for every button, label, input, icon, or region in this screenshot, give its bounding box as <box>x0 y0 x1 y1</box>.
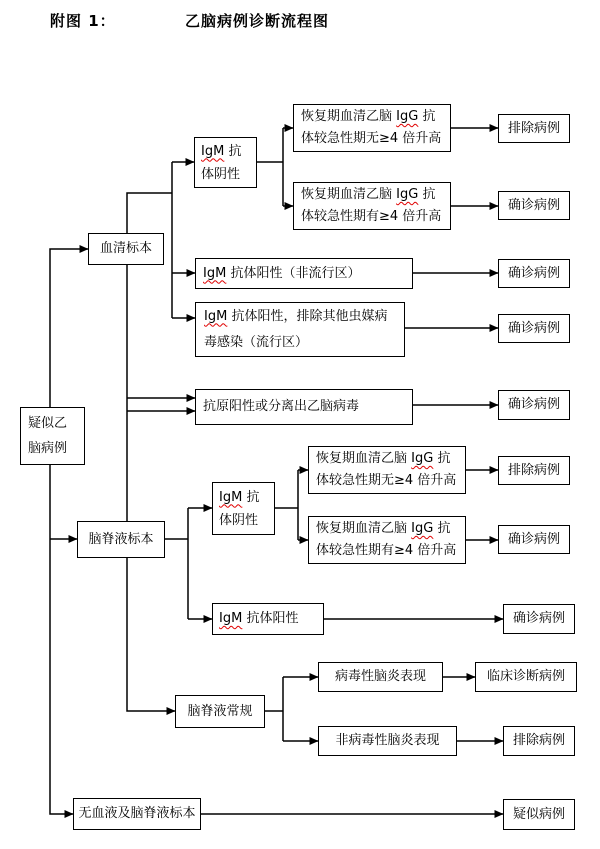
label-text: 排除病例 <box>507 462 560 478</box>
spellcheck-wavy-underline: IgM <box>201 143 225 159</box>
label-text: 抗体阴性 <box>201 143 242 182</box>
spellcheck-wavy-underline: IgM <box>204 308 228 324</box>
flow-node-no-specimen <box>73 798 201 830</box>
spellcheck-wavy-underline: IgG <box>411 521 434 536</box>
flow-node-recovery-igg-no-rise-serum <box>293 104 451 152</box>
figure-title: 乙脑病例诊断流程图 <box>185 12 330 30</box>
flow-node-label <box>478 666 574 688</box>
label-text: 疑似乙脑病例 <box>28 416 68 456</box>
label-text: 恢复期血清乙脑 <box>316 521 412 536</box>
flow-node-serum-specimen <box>88 233 164 265</box>
flow-node-clinical-diagnosed-case <box>475 662 577 692</box>
label-text: 抗体较急性期有≥4 倍升高 <box>301 187 442 224</box>
flow-node-label <box>203 263 405 285</box>
flow-node-recovery-igg-no-rise-csf <box>308 446 466 494</box>
label-text: 排除病例 <box>507 120 560 136</box>
flow-node-label <box>316 518 458 562</box>
label-text: 脑脊液标本 <box>88 531 154 547</box>
label-text: 病毒性脑炎表现 <box>334 669 426 684</box>
flow-node-label <box>201 140 250 186</box>
flow-node-excluded-case-1 <box>498 114 570 143</box>
flow-node-label <box>501 263 567 285</box>
label-text: 确诊病例 <box>507 265 560 281</box>
spellcheck-wavy-underline: IgM <box>219 489 243 505</box>
connector-csf-to-routine <box>127 558 175 711</box>
flow-node-label <box>506 608 572 630</box>
label-text: 恢复期血清乙脑 <box>316 451 412 466</box>
label-text: 抗体较急性期无≥4 倍升高 <box>301 109 442 146</box>
label-text: 脑脊液常规 <box>187 703 253 719</box>
spellcheck-wavy-underline: IgM <box>203 265 227 281</box>
label-text: 临床诊断病例 <box>486 669 565 684</box>
label-text: 抗体较急性期有≥4 倍升高 <box>316 521 457 558</box>
flow-node-excluded-case-2 <box>498 456 570 485</box>
spellcheck-wavy-underline: IgG <box>396 109 419 124</box>
flow-node-confirmed-case-6 <box>503 604 575 634</box>
flow-node-viral-encephalitis-signs <box>318 662 443 692</box>
flow-node-label <box>316 448 458 492</box>
flow-node-confirmed-case-3 <box>498 314 570 343</box>
label-text: 抗体阳性（非流行区） <box>226 265 361 281</box>
flow-node-igm-negative-csf <box>212 482 275 535</box>
flow-node-suspect-je-case <box>20 407 85 465</box>
label-text: 疑似病例 <box>512 806 565 822</box>
flow-node-label <box>321 666 440 688</box>
flow-node-label <box>203 396 405 418</box>
figure-number-label: 附图 1： <box>50 12 116 30</box>
spellcheck-wavy-underline: IgG <box>396 187 419 202</box>
flow-node-recovery-igg-rise-serum <box>293 182 451 230</box>
flow-node-recovery-igg-rise-csf <box>308 516 466 564</box>
flow-node-label <box>219 608 317 630</box>
flow-node-label <box>506 730 572 752</box>
flow-node-label <box>219 486 268 532</box>
label-text: 确诊病例 <box>507 197 560 213</box>
connector-serum-top-link <box>127 193 172 233</box>
label-text: 抗原阳性或分离出乙脑病毒 <box>203 399 360 414</box>
label-text: 确诊病例 <box>507 531 560 547</box>
flow-node-label <box>301 106 443 150</box>
connector-spine-down <box>50 465 73 814</box>
label-text: 血清标本 <box>99 241 152 256</box>
label-text: 抗体阴性 <box>219 489 260 528</box>
flow-node-label <box>321 730 454 752</box>
flow-node-excluded-case-3 <box>503 726 575 756</box>
flow-node-igm-positive-nonendemic <box>195 258 413 289</box>
flow-node-label <box>501 529 567 551</box>
flow-node-label <box>501 118 567 140</box>
label-text: 恢复期血清乙脑 <box>301 109 397 124</box>
label-text: 非病毒性脑炎表现 <box>335 733 440 748</box>
flow-node-csf-specimen <box>77 521 165 558</box>
label-text: 无血液及脑脊液标本 <box>78 806 196 821</box>
flow-node-label <box>501 394 567 416</box>
flow-node-label <box>301 184 443 228</box>
label-text: 抗体阳性 <box>242 611 299 626</box>
flow-node-label <box>178 701 262 723</box>
spellcheck-wavy-underline: IgG <box>411 451 434 466</box>
flow-node-label <box>76 803 198 825</box>
spellcheck-wavy-underline: IgM <box>219 611 243 626</box>
flow-node-igm-positive-csf <box>212 603 324 635</box>
flow-node-csf-routine <box>175 695 265 728</box>
flow-node-confirmed-case-2 <box>498 259 570 288</box>
flow-node-label <box>501 195 567 217</box>
flow-node-igm-negative-serum <box>194 137 257 188</box>
flow-node-nonviral-encephalitis-signs <box>318 726 457 756</box>
connector-spine-up-to-serum <box>50 249 88 407</box>
flow-node-confirmed-case-1 <box>498 191 570 220</box>
label-text: 排除病例 <box>512 733 565 748</box>
flow-node-igm-positive-endemic <box>195 302 405 357</box>
label-text: 抗体较急性期无≥4 倍升高 <box>316 451 457 488</box>
flow-node-confirmed-case-5 <box>498 525 570 554</box>
flow-node-label <box>28 411 77 461</box>
label-text: 确诊病例 <box>507 320 560 336</box>
flow-node-label <box>91 238 161 260</box>
flow-node-label <box>80 529 162 551</box>
flow-node-suspected-case <box>503 799 575 830</box>
flow-node-confirmed-case-4 <box>498 390 570 420</box>
flow-node-label <box>506 804 572 826</box>
flow-node-antigen-or-virus-isolated <box>195 389 413 425</box>
label-text: 恢复期血清乙脑 <box>301 187 397 202</box>
flow-node-label <box>501 318 567 340</box>
flow-node-label <box>204 304 396 356</box>
label-text: 抗体阳性，排除其他虫媒病毒感染（流行区） <box>204 308 388 350</box>
flow-node-label <box>501 460 567 482</box>
figure-title-row <box>0 8 600 34</box>
label-text: 确诊病例 <box>512 611 565 626</box>
label-text: 确诊病例 <box>507 397 560 412</box>
